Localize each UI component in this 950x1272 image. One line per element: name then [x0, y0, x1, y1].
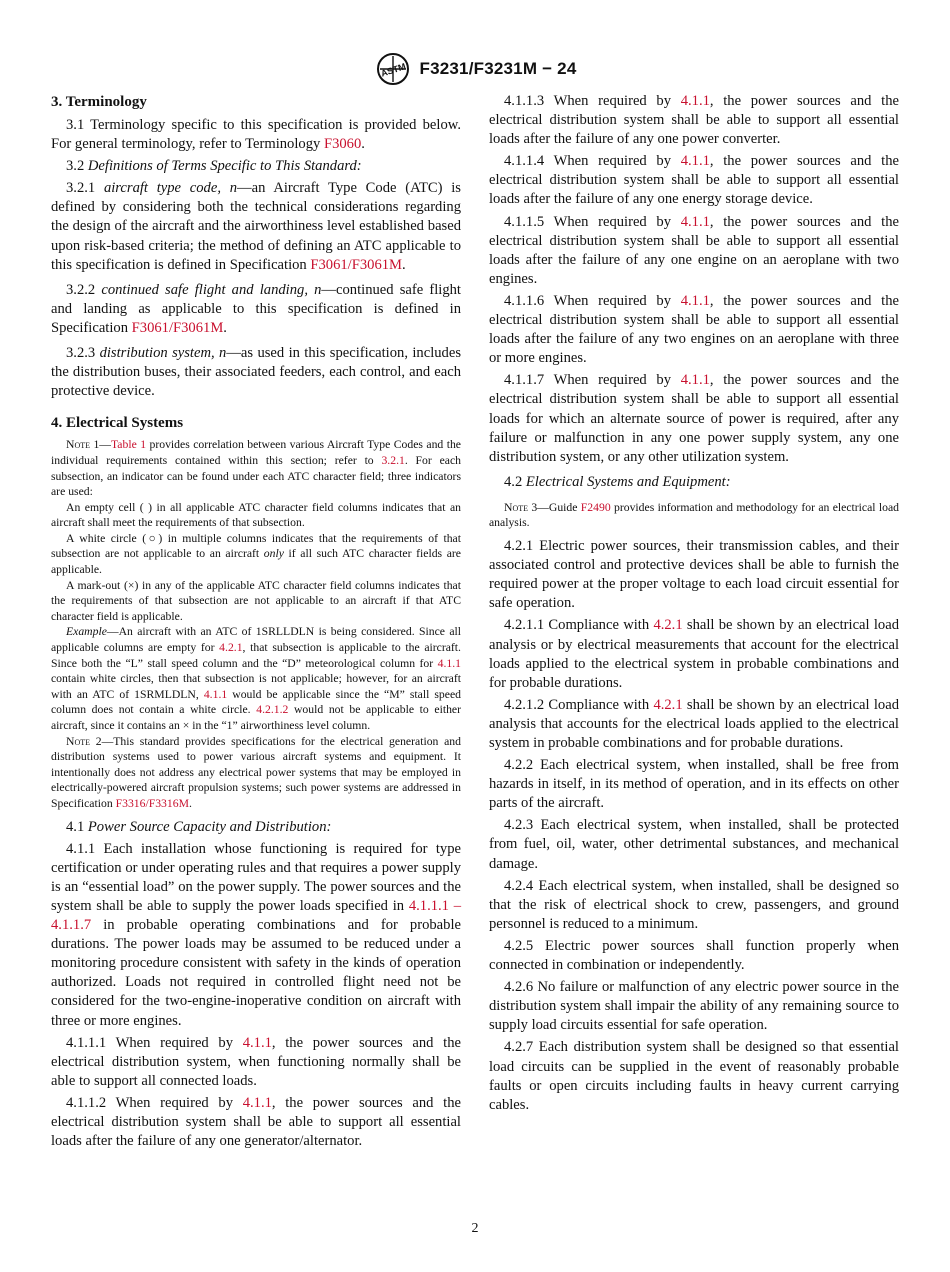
link-4-1-1[interactable]: 4.1.1	[680, 93, 710, 109]
note-3: Note 3—Guide F2490 provides information and methodology for an electrical load analysis.	[489, 500, 899, 530]
para-4-1-1-5: 4.1.1.5 When required by 4.1.1, the power sources and the electrical distribution system shall be able to support all essential loads after the failure of any one engine on an aeroplane with two engines.	[489, 213, 899, 287]
para-3-2-1: 3.2.1 aircraft type code, n—an Aircraft Type Code (ATC) is defined by considering both the technical considerations regarding the design of the aircraft and the airworthiness level established based upon risk-based criteria; the method of defining an ATC applicable to this specification is defined in Specification F3061/F3061M.	[51, 180, 461, 273]
left-column	[51, 92, 461, 1154]
para-4-2-4: 4.2.4 Each electrical system, when installed, shall be designed so that the risk of electrical shock to crew, passengers, and ground personnel is reduced to a minimum.	[489, 877, 899, 932]
section-3-heading: 3. Terminology	[51, 94, 147, 110]
astm-logo-icon	[374, 52, 412, 86]
page-header	[0, 52, 950, 86]
link-4-2-1[interactable]: 4.2.1	[219, 641, 243, 655]
para-4-2-1-1: 4.2.1.1 Compliance with 4.2.1 shall be shown by an electrical load analysis or by electrical measurements that account for the electrical loads applied to the electrical system in probable combinations and for probable durations.	[489, 617, 899, 691]
section-4-heading: 4. Electrical Systems	[51, 415, 184, 432]
link-f3061[interactable]: F3061/F3061M	[131, 319, 224, 336]
para-4-2: 4.2 Electrical Systems and Equipment:	[504, 473, 731, 490]
link-4-2-1[interactable]: 4.2.1	[653, 617, 683, 634]
link-f3061[interactable]: F3061/F3061M	[310, 256, 403, 273]
note-1-mark-out: A mark-out (×) in any of the applicable ATC character field columns indicates that the requirements of that subsection are not applicable to an aircraft if that ATC character field is applicable.	[51, 578, 461, 623]
link-f2490[interactable]: F2490	[580, 500, 611, 514]
standard-designation: F3231/F3231M − 24	[419, 59, 577, 78]
para-4-1-1-2: 4.1.1.2 When required by 4.1.1, the power sources and the electrical distribution system shall be able to support all essential loads after the failure of any one generator/alternator.	[51, 1094, 461, 1150]
para-4-2-1: 4.2.1 Electric power sources, their transmission cables, and their associated control and protective devices shall be able to furnish the required power at the proper voltage to each load circuit essential for safe operation.	[489, 538, 899, 612]
para-4-2-5: 4.2.5 Electric power sources shall function properly when connected in combination or independently.	[489, 937, 899, 974]
link-table-1[interactable]: Table 1	[110, 438, 147, 452]
note-1-white-circle: A white circle (○) in multiple columns indicates that the requirements of that subsection are not applicable to an aircraft only if all such ATC character fields are applicable.	[51, 531, 461, 577]
para-4-2-7: 4.2.7 Each distribution system shall be designed so that essential load circuits can be supplied in the event of reasonably probable faults or open circuits including faults in heavy current carrying cables.	[489, 1039, 899, 1113]
link-4-1-1[interactable]: 4.1.1	[680, 153, 710, 170]
right-column	[489, 92, 899, 1118]
link-4-1-1-1-to-4-1-1-7[interactable]: 4.1.1.1 – 4.1.1.7	[51, 897, 462, 934]
link-4-1-1[interactable]: 4.1.1	[242, 1094, 272, 1111]
para-4-2-1-2: 4.2.1.2 Compliance with 4.2.1 shall be shown by an electrical load analysis that accounts for the electrical loads applied to the electrical system in probable combinations and for probable durations.	[489, 696, 899, 751]
para-4-1-1: 4.1.1 Each installation whose functioning is required for type certification or under operating rules and that requires a power supply is an “essential load” on the power supply. The power sources and the system shall be able to supply the power loads specified in 4.1.1.1 – 4.1.1.7 in probable operating combinations and for probable durations. The power loads may be assumed to be reduced under a monitoring procedure consistent with safety in the kinds of operation authorized. Loads not required in controlled flight need not be considered for the two-engine-inoperative condition on aircraft with three or more engines.	[51, 840, 462, 1029]
note-2: Note 2—This standard provides specifications for the electrical generation and distribution systems used to power various aircraft systems and equipment. It intentionally does not address any electrical power systems that may be employed in electrically-powered aircraft propulsion systems; such power systems are addressed in Specification F3316/F3316M.	[51, 734, 461, 810]
link-4-2-1-2[interactable]: 4.2.1.2	[256, 703, 289, 717]
para-4-1-1-1: 4.1.1.1 When required by 4.1.1, the power sources and the electrical distribution system, when functioning normally shall be able to support all connected loads.	[51, 1034, 461, 1089]
link-4-1-1[interactable]: 4.1.1	[437, 656, 461, 670]
note-1-empty-cell: An empty cell ( ) in all applicable ATC character field columns indicates that an aircraft shall meet the requirements of that subsection.	[51, 500, 461, 530]
para-4-1: 4.1 Power Source Capacity and Distribution:	[66, 818, 332, 835]
link-4-1-1[interactable]: 4.1.1	[242, 1034, 272, 1051]
para-4-1-1-4: 4.1.1.4 When required by 4.1.1, the power sources and the electrical distribution system shall be able to support all essential loads after the failure of any one energy storage device.	[489, 153, 899, 208]
para-4-1-1-7: 4.1.1.7 When required by 4.1.1, the power sources and the electrical distribution system shall be able to support all essential loads for which an alternate source of power is required, after any failure or malfunction in any one power supply system, any one distribution system, or any other utilization system.	[489, 372, 899, 465]
para-3-1: 3.1 Terminology specific to this specification is provided below. For general terminology, refer to Terminology F3060.	[51, 117, 461, 153]
link-4-2-1[interactable]: 4.2.1	[653, 696, 683, 713]
note-1-example: Example—An aircraft with an ATC of 1SRLLDLN is being considered. Since all applicable columns are empty for 4.2.1, that subsection is applicable to the aircraft. Since both the “L” stall speed column and the “D” meteorological column for 4.1.1 contain white circles, then that subsection is not applicable; however, for an aircraft with an ATC of 1SRMLDLN, 4.1.1 would be applicable since the “M” stall speed column does not contain a white circle. 4.2.1.2 would not be applicable to either aircraft, since it contains an × in the “1” airworthiness level column.	[51, 625, 462, 732]
note-1: Note 1—Table 1 provides correlation between various Aircraft Type Codes and the individual requirements contained within this section; refer to 3.2.1. For each subsection, an indicator can be found under each ATC character field; three indicators are used:	[51, 438, 461, 499]
para-4-1-1-3: 4.1.1.3 When required by 4.1.1, the power sources and the electrical distribution system shall be able to support all essential loads after the failure of any one power converter.	[489, 93, 899, 148]
link-4-1-1[interactable]: 4.1.1	[203, 687, 228, 701]
link-4-1-1[interactable]: 4.1.1	[680, 292, 710, 309]
page-number: 2	[471, 1221, 479, 1236]
para-4-2-6: 4.2.6 No failure or malfunction of any electric power source in the distribution system shall impair the ability of any remaining source to supply load circuits essential for safe operation.	[489, 979, 899, 1034]
link-3-2-1[interactable]: 3.2.1	[381, 453, 405, 467]
para-4-2-2: 4.2.2 Each electrical system, when installed, shall be free from hazards in itself, in its method of operation, and in its effects on other parts of the aircraft.	[489, 757, 899, 812]
para-3-2-3: 3.2.3 distribution system, n—as used in this specification, includes the distribution buses, their associated feeders, each control, and each protective device.	[51, 345, 461, 400]
para-3-2: 3.2 Definitions of Terms Specific to This Standard:	[66, 158, 362, 175]
link-4-1-1[interactable]: 4.1.1	[680, 213, 710, 230]
para-4-2-3: 4.2.3 Each electrical system, when installed, shall be protected from fuel, oil, water, other detrimental substances, and mechanical damage.	[489, 817, 899, 872]
link-f3316[interactable]: F3316/F3316M	[115, 796, 189, 810]
para-3-2-2: 3.2.2 continued safe flight and landing, n—continued safe flight and landing as applicable to this specification is defined in Specification F3061/F3061M.	[51, 281, 461, 336]
para-4-1-1-6: 4.1.1.6 When required by 4.1.1, the power sources and the electrical distribution system shall be able to support all essential loads after the failure of any two engines on an aeroplane with three or more engines.	[489, 292, 899, 367]
link-f3060[interactable]: F3060	[323, 136, 362, 153]
logo-lettering: ASTM	[379, 61, 407, 79]
link-4-1-1[interactable]: 4.1.1	[680, 372, 710, 389]
